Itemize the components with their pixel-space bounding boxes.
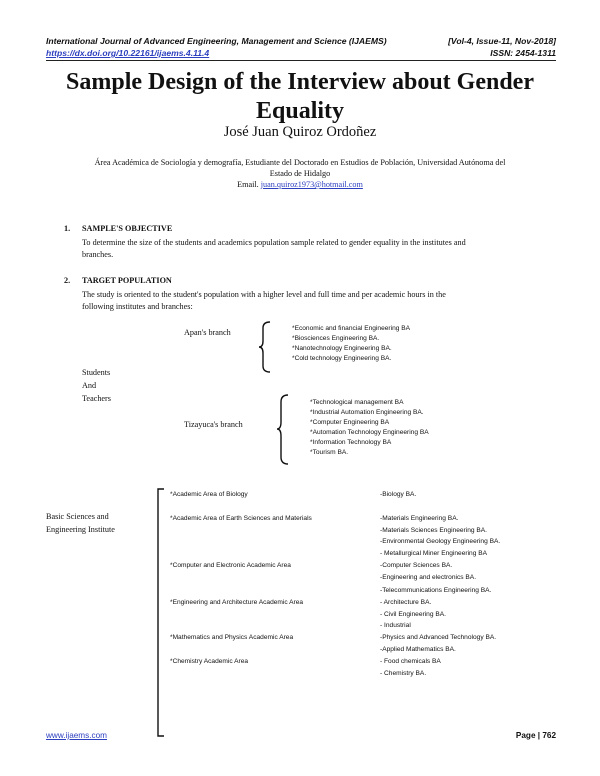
section-2-heading: TARGET POPULATION — [82, 276, 172, 285]
affiliation: Área Académica de Sociología y demografía, Estudiante del Doctorado en Estudios de Población, Universidad Autónoma del Estado de Hidalgo Email. juan.quiroz1973@hotmail.com — [94, 158, 506, 189]
program-item: - Civil Engineering BA. — [380, 611, 446, 618]
program-item: -Environmental Geology Engineering BA. — [380, 538, 501, 545]
list-item: *Economic and financial Engineering BA — [292, 325, 411, 332]
journal-name: International Journal of Advanced Engineering, Management and Science (IJAEMS) — [46, 36, 387, 46]
section-1-heading: SAMPLE'S OBJECTIVE — [82, 224, 173, 233]
tizayuca-program-list — [310, 398, 429, 458]
program-item: - Industrial — [380, 622, 411, 629]
issn: ISSN: 2454-1311 — [490, 48, 556, 58]
program-item: -Telecommunications Engineering BA. — [380, 587, 492, 594]
list-item: *Computer Engineering BA — [310, 419, 390, 426]
footer-site-link[interactable]: www.ijaems.com — [46, 731, 107, 740]
program-item: - Food chemicals BA — [380, 658, 441, 665]
email-link[interactable]: juan.quiroz1973@hotmail.com — [260, 180, 363, 189]
area-chemistry: *Chemistry Academic Area — [170, 658, 249, 665]
tizayuca-branch-label: Tizayuca's branch — [184, 420, 243, 429]
program-item: -Engineering and electronics BA. — [380, 574, 477, 581]
author-name: José Juan Quiroz Ordoñez — [223, 124, 377, 140]
program-item: - Architecture BA. — [380, 599, 432, 606]
program-item: - Metallurgical Miner Engineering BA — [380, 550, 488, 557]
list-item: *Tourism BA. — [310, 449, 349, 456]
section-2-number: 2. — [64, 276, 71, 285]
doi-link[interactable]: https://dx.doi.org/10.22161/ijaems.4.11.4 — [46, 48, 210, 58]
list-item: *Cold technology Engineering BA. — [292, 355, 392, 362]
volume-info: [Vol-4, Issue-11, Nov-2018] — [448, 36, 556, 46]
section-1-text: To determine the size of the students and academics population sample related to gender equality in the institutes and branches. — [82, 238, 466, 259]
program-item: -Biology BA. — [380, 491, 417, 498]
program-item: -Materials Engineering BA. — [380, 515, 459, 522]
students-teachers-label: Students And Teachers — [82, 368, 111, 403]
section-2-text: The study is oriented to the student's population with a higher level and full time and per academic hours in the following institutes and branches: — [82, 290, 446, 311]
program-item: - Chemistry BA. — [380, 670, 427, 677]
header-rule — [46, 60, 556, 61]
institute-label: Basic Sciences and Engineering Institute — [46, 512, 115, 534]
area-earth-sciences: *Academic Area of Earth Sciences and Materials — [170, 515, 312, 522]
apan-brace — [258, 321, 272, 373]
area-mathematics-physics: *Mathematics and Physics Academic Area — [170, 634, 294, 641]
apan-branch-label: Apan's branch — [184, 328, 231, 337]
page-number: Page | 762 — [515, 731, 556, 740]
institute-bracket — [156, 488, 166, 738]
list-item: *Biosciences Engineering BA. — [292, 335, 380, 342]
list-item: *Nanotechnology Engineering BA. — [292, 345, 392, 352]
program-item: -Computer Sciences BA. — [380, 562, 453, 569]
area-biology: *Academic Area of Biology — [170, 491, 248, 498]
apan-program-list — [292, 324, 410, 364]
list-item: *Technological management BA — [310, 399, 404, 406]
section-1-number: 1. — [64, 224, 71, 233]
list-item: *Information Technology BA — [310, 439, 392, 446]
program-item: -Materials Sciences Engineering BA. — [380, 527, 488, 534]
program-item: -Physics and Advanced Technology BA. — [380, 634, 497, 641]
list-item: *Automation Technology Engineering BA — [310, 429, 429, 436]
list-item: *Industrial Automation Engineering BA. — [310, 409, 424, 416]
paper-title: Sample Design of the Interview about Gender Equality — [66, 69, 534, 124]
area-computer-electronic: *Computer and Electronic Academic Area — [170, 562, 291, 569]
tizayuca-brace — [276, 394, 290, 466]
area-engineering-architecture: *Engineering and Architecture Academic Area — [170, 599, 304, 606]
program-item: -Applied Mathematics BA. — [380, 646, 456, 653]
